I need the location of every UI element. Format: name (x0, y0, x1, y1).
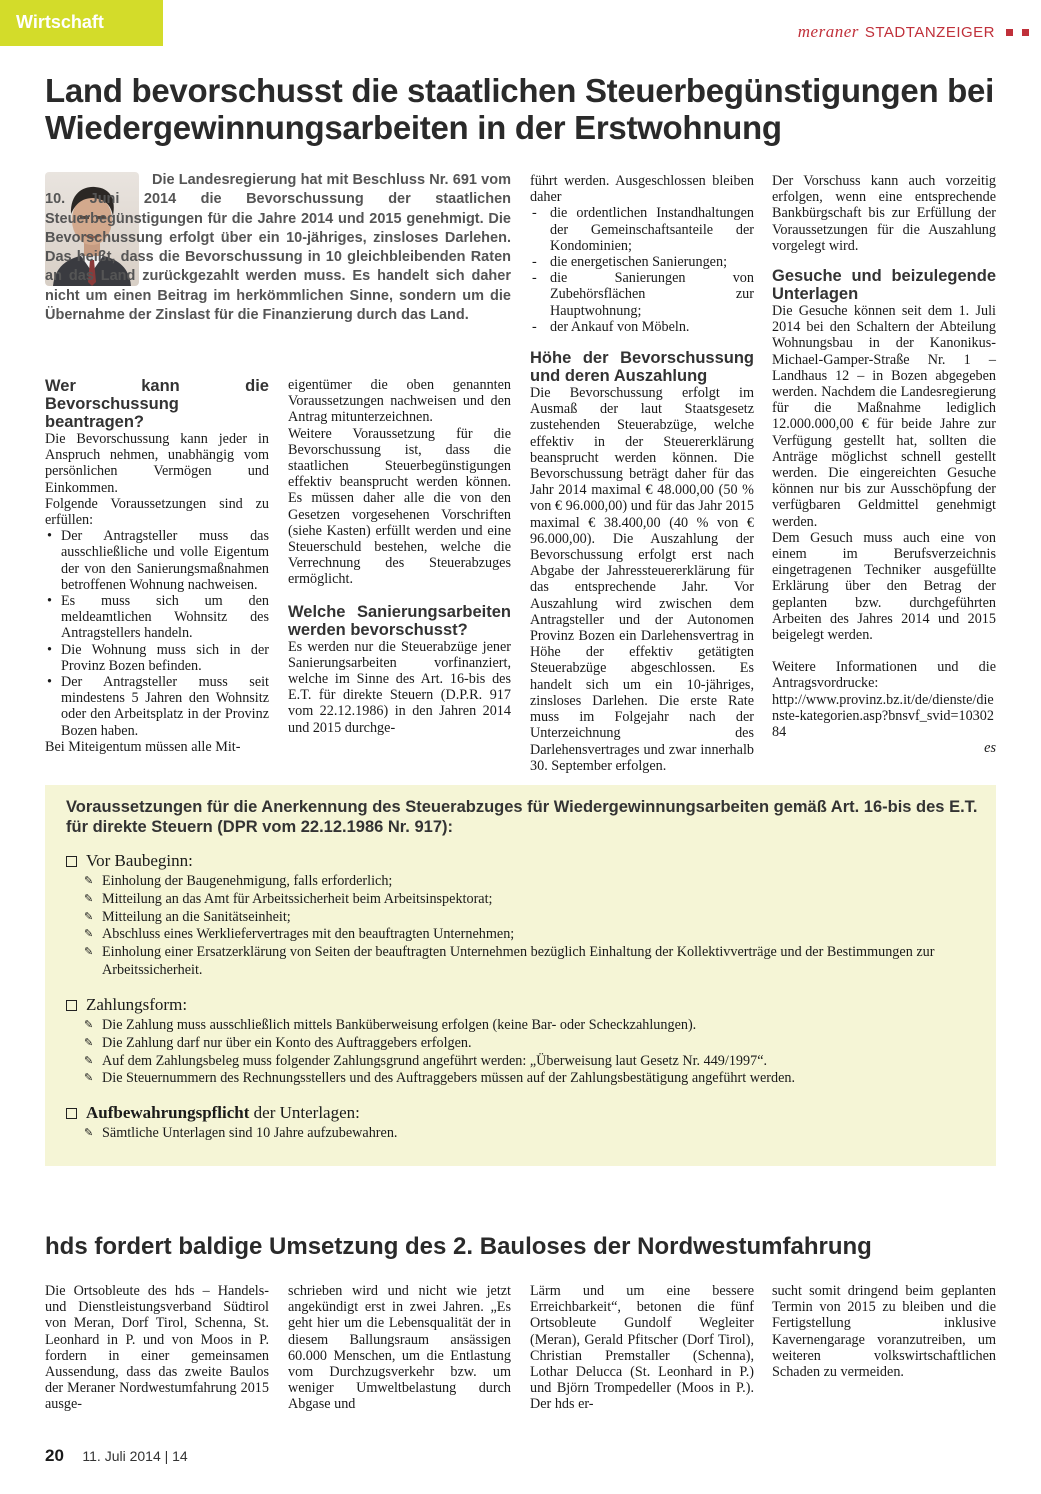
info-box (45, 785, 996, 1166)
paragraph: Weitere Informationen und die Antragsvordrucke: (772, 659, 996, 692)
article-headline: Land bevorschusst die staatlichen Steuerbegünstigungen bei Wiedergewinnungsarbeiten in der Erstwohnung (45, 72, 994, 146)
list-item: - die Sanierungen von Zubehörsflächen zur Hauptwohnung; (550, 270, 754, 319)
pencil-icon: ✎ (84, 928, 94, 941)
article-column-3 (530, 173, 754, 774)
list-item-text: Die Zahlung muss ausschließlich mittels Banküberweisung erfolgen (keine Bar- oder Scheckzahlungen). (102, 1017, 697, 1033)
pencil-icon: ✎ (84, 910, 94, 923)
paragraph: Der Vorschuss kann auch vorzeitig erfolgen, wenn eine entsprechende Bankbürgschaft bis zur Erfüllung der Voraussetzungen für die Auszahlung vorgelegt wird. (772, 173, 996, 254)
section-tag (0, 0, 163, 46)
subhead-who: Wer kann die Bevorschussung beantragen? (45, 377, 269, 431)
box-section-payment (66, 995, 966, 1088)
list-item (84, 1070, 966, 1088)
exclusions-list (530, 205, 754, 335)
list-item-text: Mitteilung an die Sanitätseinheit; (102, 908, 291, 925)
masthead-logo (798, 22, 1029, 42)
article-column-4 (772, 173, 996, 757)
list-item-text: Auf dem Zahlungsbeleg muss folgender Zahlungsgrund angeführt werden: „Überweisung laut Gesetz Nr. 449/1997“. (102, 1052, 768, 1069)
paragraph: schrieben wird und nicht wie jetzt angekündigt erst in zwei Jahren. „Es geht hier um die Lebensqualität der in diesem Ballungsraum ansässigen 60.000 Menschen, um die Entlastung vom Durchzugsverkehr bzw. um weniger Umweltbelastung durch Abgase und (288, 1283, 511, 1413)
masthead-square-icon (1022, 29, 1029, 36)
masthead-square-icon (1006, 29, 1013, 36)
paragraph: sucht somit dringend beim geplanten Termin von 2015 zu bleiben und die Fertigstellung inklusive Kavernengarage voranzutreiben, um weiteren volkswirtschaftlichen Schaden zu vermeiden. (772, 1283, 996, 1381)
section-heading: Vor Baubeginn (86, 851, 189, 870)
article2-column-4 (772, 1283, 996, 1380)
list-item-text: Einholung der Baugenehmigung, falls erforderlich; (102, 873, 393, 889)
subhead-applications: Gesuche und beizulegende Unterlagen (772, 267, 996, 304)
list-item (84, 908, 966, 927)
checkbox-icon (66, 856, 77, 867)
list-item (84, 890, 966, 909)
info-link[interactable]: http://www.provinz.bz.it/de/dienste/dienste-kategorien.asp?bnsvf_svid=1030284 (772, 691, 994, 741)
subhead-amount: Höhe der Bevorschussung und deren Auszahlung (530, 349, 754, 386)
paragraph: Die Gesuche können seit dem 1. Juli 2014 bei den Schaltern der Abteilung Wohnungsbau in der Kanonikus-Michael-Gamper-Straße Nr. 1 – Landhaus 12 – in Bozen abgegeben werden. Nachdem die Landesregierung für die Maßnahme lediglich 12.000.000,00 € für beide Jahre zur Verfügung gestellt hat, sollten die Anträge möglichst schnell gestellt werden. Die eingereichten Gesuche können nur bis zur Ausschöpfung der verfügbaren Geldmittel genehmigt werden. (772, 303, 996, 530)
paragraph: Lärm und um eine bessere Erreichbarkeit“, betonen die fünf Ortsobleute Gundolf Wegleiter (Meran), Gerald Pfitscher (Dorf Tirol), Christian Premstaller (Schenna), Lothar Delucca (St. Leonhard in P.) und Björn Trompedeller (Moos in P.). Der hds er- (530, 1283, 754, 1413)
list-item (84, 926, 966, 944)
article2-column-3 (530, 1283, 754, 1413)
list-item (84, 1017, 966, 1035)
list-item-text: Sämtliche Unterlagen sind 10 Jahre aufzubewahren. (102, 1125, 398, 1141)
list-item (84, 1125, 966, 1143)
paragraph: führt werden. Ausgeschlossen bleiben daher (530, 173, 754, 206)
section-heading-tail: der Unterlagen: (249, 1103, 360, 1122)
paragraph: Weitere Voraussetzung für die Bevorschussung ist, dass die staatlichen Steuerbegünstigungen effektiv beansprucht werden können. Es müssen daher alle die von den Gesetzen vorgesehenen Vorschriften (siehe Kasten) erfüllt werden und eine Steuerschuld bestehen, welche die Verrechnung des Steuerabzuges ermöglicht. (288, 425, 511, 588)
box-list (66, 1125, 966, 1143)
list-item (84, 1034, 966, 1053)
article-column-2 (288, 377, 511, 736)
article2-column-1 (45, 1283, 269, 1413)
paragraph: Die Ortsobleute des hds – Handels- und Dienstleistungsverband Südtirol von Meran, Dorf Tirol, Schenna, St. Leonhard in P. und von Moos in P. fordern in einer gemeinsamen Aussendung, dass das zweite Baulos der Meraner Nordwestumfahrung 2015 ausge- (45, 1283, 269, 1413)
article2-column-2 (288, 1283, 511, 1413)
article-column-1 (45, 377, 269, 755)
checkbox-icon (66, 1108, 77, 1119)
paragraph: Die Bevorschussung erfolgt im Ausmaß der laut Staatsgesetz zustehenden Steuerabzüge, welche effektiv in der Steuererklärung beansprucht werden können. Die Bevorschussung beträgt daher für das Jahr 2014 maximal € 48.000,00 (50 % von € 96.000,00) und für das Jahr 2015 maximal € 38.400,00 (40 % von € 96.000,00). Die Auszahlung der Bevorschussung erfolgt erst nach Abgabe der Jahressteuererklärung für das entsprechende Jahr. Vor Auszahlung wird zwischen dem Antragsteller und der Autonomen Provinz Bozen ein Darlehensvertrag in Höhe der effektiv getätigten Steuerabzüge abgeschlossen. Es handelt sich um ein 10-jähriges, zinsloses Darlehen. Die erste Rate muss im Folgejahr nach der Unterzeichnung des Darlehensvertrages und zwar innerhalb 30. September erfolgen. (530, 385, 754, 774)
pencil-icon: ✎ (84, 1036, 94, 1049)
issue-date: 11. Juli 2014 | 14 (82, 1448, 188, 1464)
pencil-icon: ✎ (84, 946, 94, 959)
section-heading: Zahlungsform (86, 995, 183, 1014)
paragraph: eigentümer die oben genannten Voraussetzungen nachweisen und den Antrag mitunterzeichnen. (288, 377, 511, 426)
list-item: • Die Wohnung muss sich in der Provinz Bozen befinden. (61, 642, 269, 674)
paragraph: Die Bevorschussung kann jeder in Anspruch nehmen, unabhängig vom persönlichen Vermögen und Einkommen. (45, 431, 269, 496)
list-item: - die ordentlichen Instandhaltungen der Gemeinschaftsanteile der Kondominien; (550, 205, 754, 254)
section-label: Wirtschaft (16, 12, 104, 32)
masthead-stadtanzeiger: STADTANZEIGER (864, 23, 995, 41)
section-heading-tail: : (182, 995, 188, 1014)
page-footer (45, 1446, 188, 1466)
list-item-text: Mitteilung an das Amt für Arbeitssicherheit beim Arbeitsinspektorat; (102, 890, 493, 907)
section-heading: Aufbewahrungspflicht (86, 1103, 250, 1122)
list-item: • Es muss sich um den meldeamtlichen Wohnsitz des Antragstellers handeln. (61, 593, 269, 642)
masthead-meraner: meraner (797, 22, 859, 41)
paragraph: Bei Miteigentum müssen alle Mit- (45, 738, 241, 755)
author-initials: es (984, 740, 996, 757)
pencil-icon: ✎ (84, 1054, 94, 1067)
paragraph: Es werden nur die Steuerabzüge jener Sanierungsarbeiten vorfinanziert, welche im Sinne des Art. 16-bis des E.T. für direkte Steuern (D.P.R. 917 vom 22.12.1986) in den Jahren 2014 und 2015 durchge- (288, 638, 511, 736)
list-item: - die energetischen Sanierungen; (550, 254, 754, 270)
checkbox-icon (66, 1000, 77, 1011)
article-lead (45, 171, 511, 325)
list-item (84, 944, 966, 980)
list-item (84, 1052, 966, 1071)
list-item-text: Einholung einer Ersatzerklärung von Seiten der beauftragten Unternehmen bezüglich Einhaltung der Kollektivverträge und der Bestimmungen zur Arbeitssicherheit. (102, 944, 935, 978)
pencil-icon: ✎ (84, 1127, 94, 1139)
list-item-text: Die Steuernummern des Rechnungsstellers und des Auftraggebers müssen auf der Zahlungsbestätigung angeführt werden. (102, 1070, 796, 1087)
pencil-icon: ✎ (84, 1072, 94, 1085)
pencil-icon: ✎ (84, 892, 94, 905)
article2-headline: hds fordert baldige Umsetzung des 2. Bauloses der Nordwestumfahrung (45, 1233, 872, 1260)
pencil-icon: ✎ (84, 1019, 94, 1031)
paragraph: Folgende Voraussetzungen sind zu erfüllen: (45, 495, 269, 529)
section-heading-tail: : (188, 851, 193, 870)
lead-text: Die Landesregierung hat mit Beschluss Nr. 691 vom 10. Juni 2014 die Bevorschussung der staatlichen Steuerbegünstigungen für die Jahre 2014 und 2015 genehmigt. Die Bevorschussung erfolgt über ein 10-jähriges, zinsloses Darlehen. Das heißt, dass die Bevorschussung in 10 gleichbleibenden Raten an das Land zurückgezahlt werden muss. Es handelt sich daher nicht um einen Beitrag im herkömmlichen Sinne, sondern um die Übernahme der Zinslast für die Finanzierung durch das Land. (45, 172, 511, 324)
requirements-list (45, 528, 269, 739)
list-item-text: Die Zahlung darf nur über ein Konto des Auftraggebers erfolgen. (102, 1034, 472, 1051)
paragraph: Dem Gesuch muss auch eine von einem im Berufsverzeichnis eingetragenen Techniker ausgefüllte Erklärung über den Betrag der geplanten bzw. durchgeführten Arbeiten des Jahres 2014 und 2015 beigelegt werden. (772, 529, 996, 644)
list-item: • Der Antragsteller muss das ausschließliche und volle Eigentum der von den Sanierungsmaßnahmen betroffenen Wohnung nachweisen. (61, 528, 269, 593)
box-list (66, 1017, 966, 1088)
list-item: - der Ankauf von Möbeln. (550, 319, 754, 335)
box-section-before-construction (66, 851, 966, 980)
box-list (66, 873, 966, 980)
list-item (84, 873, 966, 891)
list-item: • Der Antragsteller muss seit mindestens 5 Jahren den Wohnsitz oder den Arbeitsplatz in der Provinz Bozen haben. (61, 674, 269, 739)
box-section-retention (66, 1103, 966, 1143)
list-item-text: Abschluss eines Werkliefervertrages mit den beauftragten Unternehmen; (102, 926, 515, 943)
pencil-icon: ✎ (84, 875, 94, 887)
subhead-which-works: Welche Sanierungsarbeiten werden bevorschusst? (288, 602, 511, 639)
info-box-title: Voraussetzungen für die Anerkennung des Steuerabzuges für Wiedergewinnungsarbeiten gemäß Art. 16-bis des E.T. für direkte Steuern (DPR vom 22.12.1986 Nr. 917): (66, 798, 978, 836)
page-number: 20 (45, 1446, 64, 1465)
